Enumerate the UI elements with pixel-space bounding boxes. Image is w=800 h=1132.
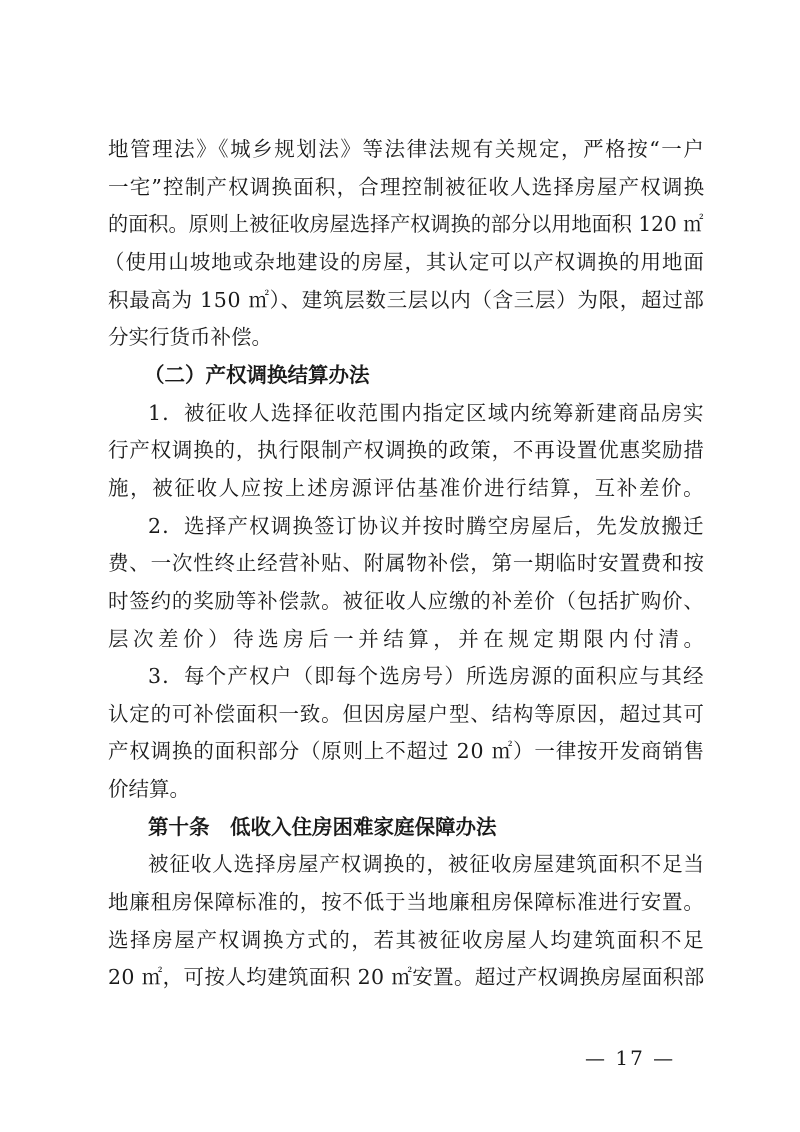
section-heading: （二）产权调换结算办法: [144, 362, 370, 387]
article-heading: 第十条 低收入住房困难家庭保障办法: [148, 814, 497, 839]
body-line: 地廉租房保障标准的，按不低于当地廉租房保障标准进行安置。: [108, 890, 705, 914]
body-line: 产权调换的面积部分（原则上不超过 20 ㎡）一律按开发商销售: [108, 739, 706, 764]
list-item-2-line: 2．选择产权调换签订协议并按时腾空房屋后，先发放搬迁: [148, 513, 705, 538]
body-line: （使用山坡地或杂地建设的房屋，其认定可以产权调换的用地面: [104, 249, 705, 274]
body-line: 行产权调换的，执行限制产权调换的政策，不再设置优惠奖励措: [108, 438, 705, 463]
body-line: 被征收人选择房屋产权调换的，被征收房屋建筑面积不足当: [148, 852, 705, 877]
body-line: 时签约的奖励等补偿款。被征收人应缴的补差价（包括扩购价、: [108, 588, 705, 613]
body-line: 的面积。原则上被征收房屋选择产权调换的部分以用地面积 120 ㎡: [108, 212, 704, 237]
page-number: — 17 —: [585, 1046, 676, 1070]
body-line: 20 ㎡，可按人均建筑面积 20 ㎡安置。超过产权调换房屋面积部: [108, 965, 705, 990]
body-line: 地管理法》《城乡规划法》等法律法规有关规定，严格按“一户: [108, 137, 706, 161]
body-line: 费、一次性终止经营补贴、附属物补偿，第一期临时安置费和按: [108, 551, 705, 576]
body-line: 层次差价）待选房后一并结算，并在规定期限内付清。: [108, 626, 709, 651]
body-line: 价结算。: [108, 777, 190, 801]
body-line: 积最高为 150 ㎡）、建筑层数三层以内（含三层）为限，超过部: [108, 287, 705, 312]
body-line: 选择房屋产权调换方式的，若其被征收房屋人均建筑面积不足: [108, 927, 706, 952]
list-item-1-line: 1．被征收人选择征收范围内指定区域内统筹新建商品房实: [148, 400, 705, 425]
body-line: 分实行货币补偿。: [108, 325, 272, 350]
body-line: 认定的可补偿面积一致。但因房屋户型、结构等原因，超过其可: [108, 701, 705, 726]
body-line: 一宅”控制产权调换面积，合理控制被征收人选择房屋产权调换: [108, 174, 706, 199]
body-line: 施，被征收人应按上述房源评估基准价进行结算，互补差价。: [108, 475, 706, 500]
list-item-3-line: 3．每个产权户（即每个选房号）所选房源的面积应与其经: [148, 664, 705, 689]
